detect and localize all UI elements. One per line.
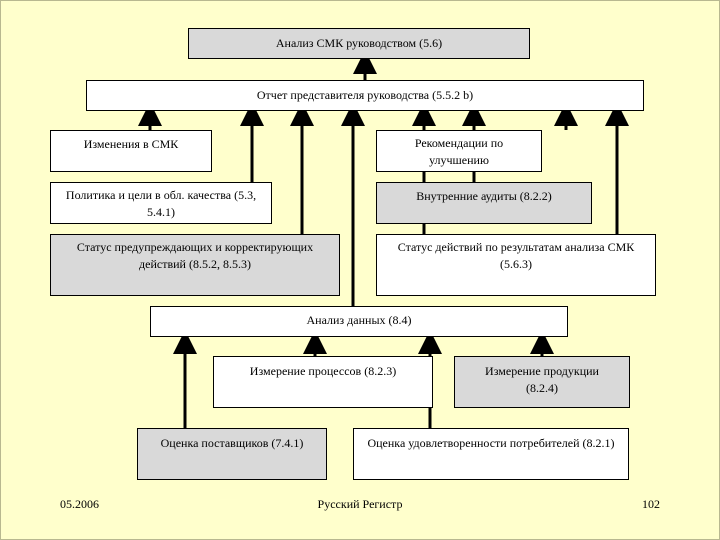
customer-satisfaction-box — [353, 428, 629, 480]
footer-page-number: 102 — [642, 497, 660, 511]
footer-organization: Русский Регистр — [317, 497, 403, 511]
policy-objectives-label: Политика и цели в обл. качества (5.3, 5.4.1) — [65, 188, 257, 219]
pa-ca-status-box — [50, 234, 340, 296]
rep-report-label: Отчет представителя руководства (5.5.2 b) — [256, 88, 474, 102]
review-followup-label: Статус действий по результатам анализа СМК (5.6.3) — [397, 240, 635, 271]
mgmt-review-box — [188, 28, 530, 59]
supplier-evaluation-label: Оценка поставщиков (7.4.1) — [160, 436, 304, 450]
improvement-recs-label: Рекомендации по улучшению — [414, 136, 504, 167]
customer-satisfaction-label: Оценка удовлетворенности потребителей (8.2.1) — [367, 436, 615, 450]
data-analysis-box — [150, 306, 568, 337]
pa-ca-status-label: Статус предупреждающих и корректирующих действий (8.5.2, 8.5.3) — [76, 240, 314, 271]
mgmt-review-label: Анализ СМК руководством (5.6) — [275, 36, 443, 50]
policy-objectives-box — [50, 182, 272, 224]
process-measurement-label: Измерение процессов (8.2.3) — [249, 364, 397, 378]
qms-changes-label: Изменения в СМК — [83, 137, 179, 151]
supplier-evaluation-box — [137, 428, 327, 480]
internal-audits-box — [376, 182, 592, 224]
review-followup-box — [376, 234, 656, 296]
footer-date: 05.2006 — [60, 497, 99, 511]
internal-audits-label: Внутренние аудиты (8.2.2) — [416, 189, 552, 203]
rep-report-box — [86, 80, 644, 111]
product-measurement-box — [454, 356, 630, 408]
qms-changes-box — [50, 130, 212, 172]
improvement-recs-box — [376, 130, 542, 172]
data-analysis-label: Анализ данных (8.4) — [306, 313, 412, 327]
process-measurement-box — [213, 356, 433, 408]
product-measurement-label: Измерение продукции (8.2.4) — [485, 364, 599, 395]
